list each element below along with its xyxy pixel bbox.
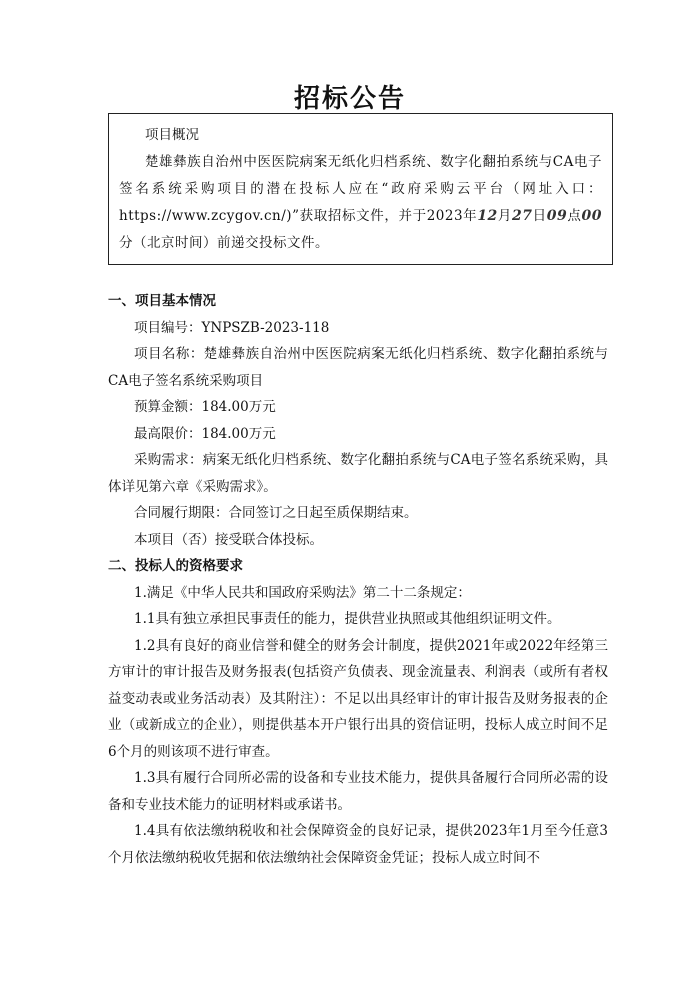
- qualification-item-1-2: 1.2具有良好的商业信誉和健全的财务会计制度，提供2021年或2022年经第三方审计的审计报告及财务报表(包括资产负债表、现金流量表、利润表（或所有者权益变动表或业务活动表）及其附注）：不足以出具经审计的审计报告及财务报表的企业（或新成立的企业），则提供基本开户银行出具的资信证明，投标人成立时间不足6个月的则该项不进行审查。: [108, 637, 608, 760]
- project-name: 项目名称：楚雄彝族自治州中医医院病案无纸化归档系统、数字化翻拍系统与CA电子签名系统采购项目: [108, 346, 608, 389]
- overview-heading: 项目概况: [145, 127, 199, 143]
- consortium-note: 本项目（否）接受联合体投标。: [134, 531, 323, 548]
- handwritten-hour: 09: [546, 208, 568, 224]
- overview-text-before: 楚雄彝族自治州中医医院病案无纸化归档系统、数字化翻拍系统与CA电子签名系统采购项目的潜在投标人应在“政府采购云平台（网址入口：https://www.zcygov.cn/)”获取招标文件，并于2023年: [119, 154, 602, 224]
- day-unit: 日: [532, 208, 547, 224]
- hour-unit: 点: [567, 208, 582, 224]
- contract-period: 合同履行期限：合同签订之日起至质保期结束。: [134, 505, 418, 521]
- handwritten-month: 12: [477, 208, 498, 224]
- section1-heading: 一、项目基本情况: [108, 293, 216, 309]
- overview-text: [119, 149, 602, 257]
- document-body: [108, 288, 608, 871]
- qualification-item-1: 1.满足《中华人民共和国政府采购法》第二十二条规定：: [134, 584, 471, 601]
- qualification-item-1-3: 1.3具有履行合同所必需的设备和专业技术能力，提供具备履行合同所必需的设备和专业技术能力的证明材料或承诺书。: [108, 770, 608, 813]
- overview-text-after: 分（北京时间）前递交投标文件。: [119, 235, 329, 251]
- section2-heading: 二、投标人的资格要求: [108, 558, 243, 574]
- handwritten-minute: 00: [581, 208, 602, 224]
- month-unit: 月: [497, 208, 513, 224]
- page-title: 招标公告: [293, 84, 406, 114]
- max-price: 最高限价：184.00万元: [134, 425, 276, 442]
- budget-amount: 预算金额：184.00万元: [134, 399, 276, 415]
- project-overview-box: [108, 113, 613, 265]
- qualification-item-1-1: 1.1具有独立承担民事责任的能力，提供营业执照或其他组织证明文件。: [134, 611, 561, 627]
- project-number: 项目编号：YNPSZB-2023-118: [134, 319, 330, 336]
- procurement-requirement: 采购需求：病案无纸化归档系统、数字化翻拍系统与CA电子签名系统采购，具体详见第六章《采购需求》。: [108, 452, 608, 495]
- qualification-item-1-4: 1.4具有依法缴纳税收和社会保障资金的良好记录，提供2023年1月至今任意3个月依法缴纳税收凭据和依法缴纳社会保障资金凭证；投标人成立时间不: [108, 823, 608, 866]
- handwritten-day: 27: [512, 208, 533, 224]
